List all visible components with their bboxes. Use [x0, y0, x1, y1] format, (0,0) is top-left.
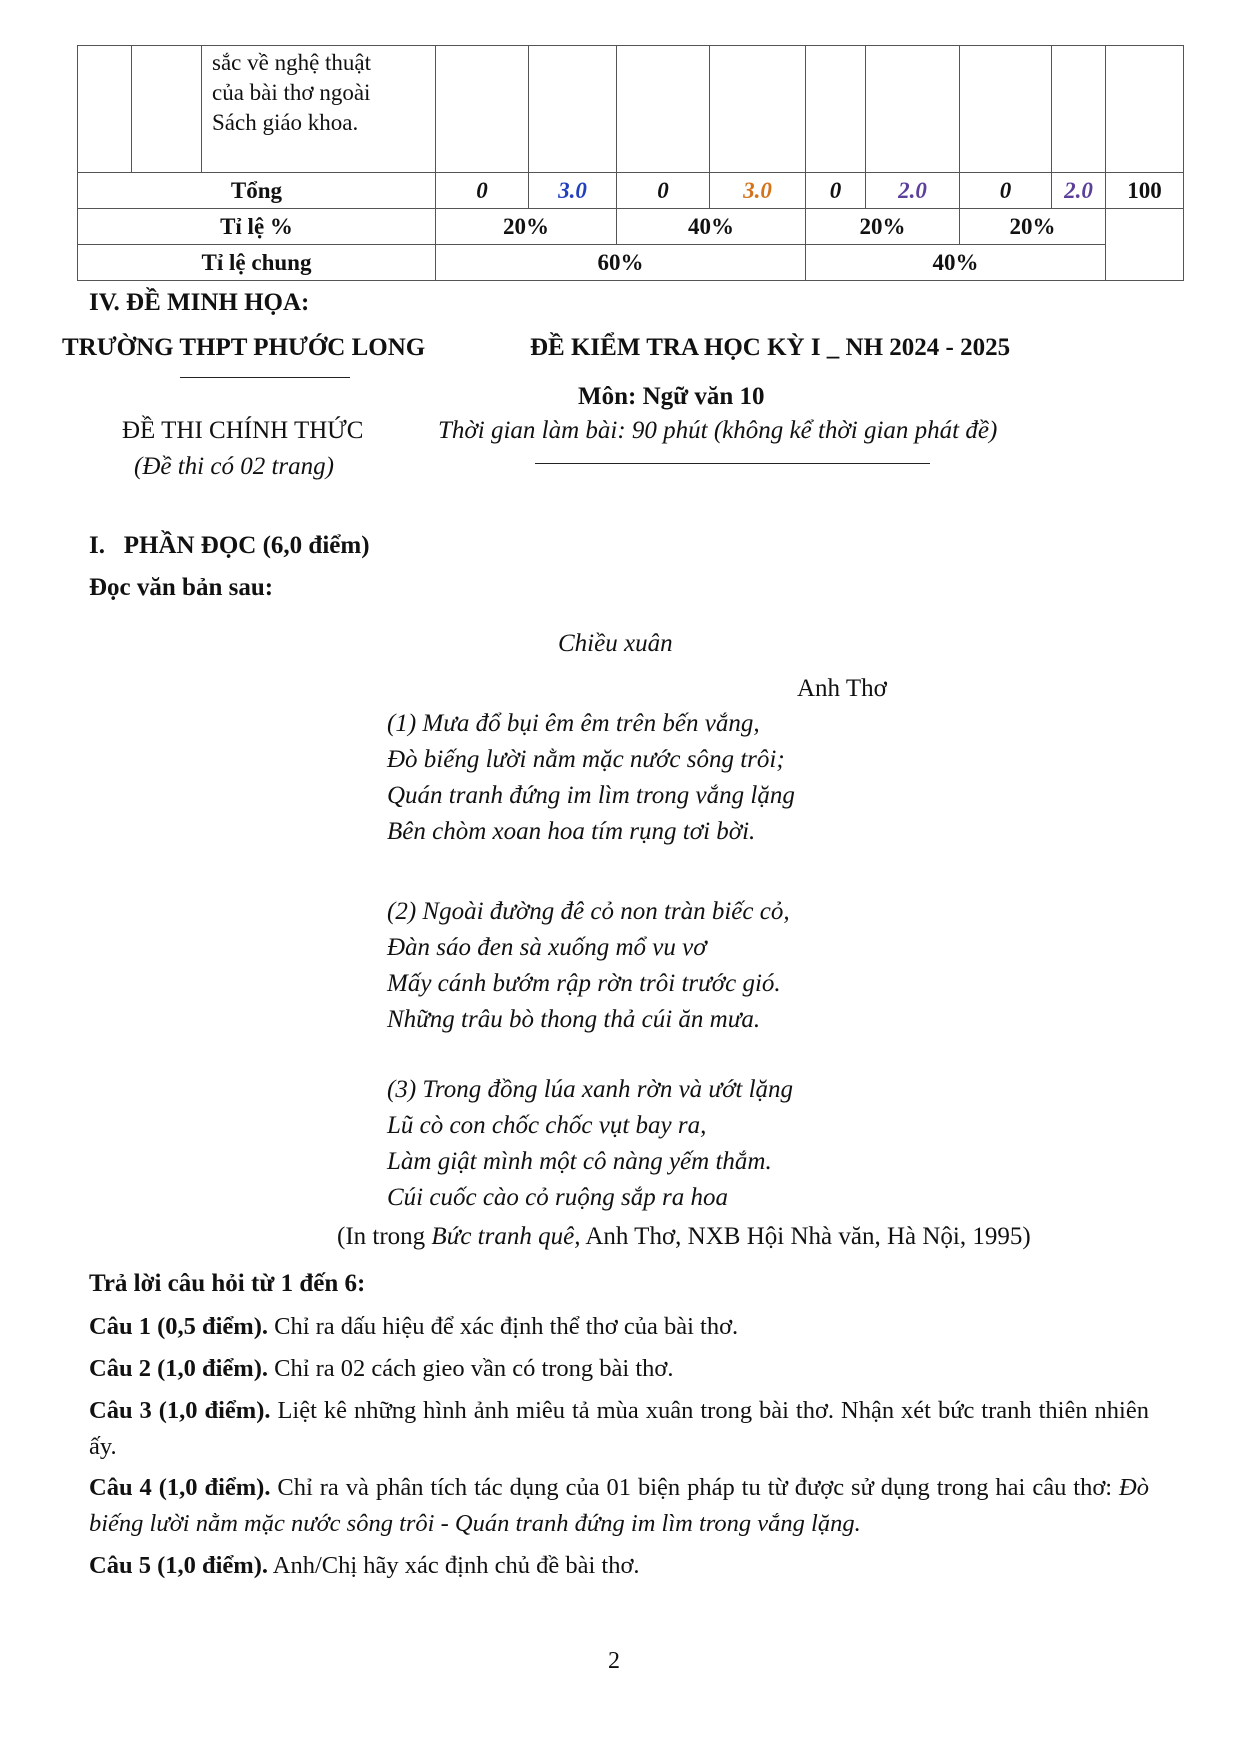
time-note: Thời gian làm bài: 90 phút (không kể thời gian phát đề) [438, 417, 998, 444]
school-name: TRƯỜNG THPT PHƯỚC LONG [62, 334, 426, 361]
source-book: Bức tranh quê, [431, 1223, 581, 1250]
sum-total: 100 [1106, 173, 1184, 209]
percent-value: 20% [436, 209, 617, 245]
sum-value: 0 [806, 173, 866, 209]
poem-line: (3) Trong đồng lúa xanh rờn và ướt lặng [387, 1076, 794, 1103]
subject: Môn: Ngữ văn 10 [578, 383, 765, 410]
poem-line: Quán tranh đứng im lìm trong vắng lặng [387, 782, 795, 809]
sum-value: 0 [617, 173, 710, 209]
table-row-overall [78, 245, 1184, 281]
overall-value: 40% [806, 245, 1106, 281]
question-quote: Đò biếng lười nằm mặc nước sông trôi - Quán tranh đứng im lìm trong vắng lặng. [89, 1474, 1149, 1537]
poem-line: (2) Ngoài đường đê cỏ non tràn biếc cỏ, [387, 898, 790, 925]
overall-value: 60% [436, 245, 806, 281]
pages-note: (Đề thi có 02 trang) [134, 453, 334, 480]
poem-stanza [387, 706, 795, 850]
poem-line: Đò biếng lười nằm mặc nước sông trôi; [387, 746, 785, 773]
question-item [89, 1351, 1149, 1387]
sum-value: 0 [436, 173, 529, 209]
cell-line: của bài thơ ngoài [212, 80, 371, 105]
score-matrix-table [77, 45, 1184, 281]
sum-value: 2.0 [1052, 173, 1106, 209]
page-number: 2 [608, 1648, 620, 1674]
section-heading: IV. ĐỀ MINH HỌA: [89, 289, 310, 316]
overall-label: Tỉ lệ chung [78, 245, 436, 281]
source-suffix: Anh Thơ, NXB Hội Nhà văn, Hà Nội, 1995) [580, 1223, 1031, 1250]
sum-label: Tổng [78, 173, 436, 209]
question-text: Chỉ ra dấu hiệu để xác định thể thơ của bài thơ. [267, 1313, 739, 1340]
question-text: Anh/Chị hãy xác định chủ đề bài thơ. [267, 1552, 640, 1579]
question-text: Liệt kê những hình ảnh miêu tả mùa xuân trong bài thơ. Nhận xét bức tranh thiên nhiên ấy. [89, 1397, 1149, 1460]
cell-line: Sách giáo khoa. [212, 110, 359, 135]
source-prefix: (In trong [337, 1223, 432, 1250]
table-row-percent [78, 209, 1184, 245]
percent-value: 40% [617, 209, 806, 245]
table-cell [132, 46, 202, 173]
poem-author: Anh Thơ [797, 675, 887, 702]
sum-value: 0 [960, 173, 1052, 209]
percent-value: 20% [960, 209, 1106, 245]
sum-value: 2.0 [866, 173, 960, 209]
poem-title: Chiều xuân [558, 630, 673, 657]
poem-line: Cúi cuốc cào cỏ ruộng sắp ra hoa [387, 1184, 728, 1211]
part-heading: I. PHẦN ĐỌC (6,0 điểm) [89, 532, 370, 559]
table-cell [202, 46, 436, 173]
poem-line: Lũ cò con chốc chốc vụt bay ra, [387, 1112, 707, 1139]
question-item [89, 1470, 1149, 1542]
poem-line: Làm giật mình một cô nàng yếm thắm. [387, 1148, 772, 1175]
sum-value: 3.0 [529, 173, 617, 209]
question-label: Câu 4 (1,0 điểm). [89, 1474, 271, 1501]
poem-line: Bên chòm xoan hoa tím rụng tơi bời. [387, 818, 756, 845]
cell-line: sắc về nghệ thuật [212, 50, 372, 75]
poem-line: (1) Mưa đổ bụi êm êm trên bến vắng, [387, 710, 760, 737]
question-text: Chỉ ra và phân tích tác dụng của 01 biện pháp tu từ được sử dụng trong hai câu thơ: [270, 1474, 1120, 1501]
poem-line: Mấy cánh bướm rập rờn trôi trước gió. [387, 970, 781, 997]
question-label: Câu 3 (1,0 điểm). [89, 1397, 271, 1424]
question-item [89, 1393, 1149, 1465]
question-item [89, 1309, 1149, 1345]
official-label: ĐỀ THI CHÍNH THỨC [122, 417, 364, 444]
sum-value: 3.0 [710, 173, 806, 209]
poem-stanza [387, 1072, 793, 1216]
table-row [78, 46, 1184, 173]
question-label: Câu 5 (1,0 điểm). [89, 1552, 268, 1579]
question-text: Chỉ ra 02 cách gieo vần có trong bài thơ. [267, 1355, 674, 1382]
poem-line: Những trâu bò thong thả cúi ăn mưa. [387, 1006, 761, 1033]
poem-stanza [387, 894, 790, 1038]
table-cell [78, 46, 132, 173]
question-label: Câu 2 (1,0 điểm). [89, 1355, 268, 1382]
question-item [89, 1548, 1149, 1584]
divider [180, 377, 350, 378]
divider [535, 463, 930, 464]
read-instruction: Đọc văn bản sau: [89, 574, 274, 601]
table-row-sum [78, 173, 1184, 209]
percent-label: Tỉ lệ % [78, 209, 436, 245]
poem-line: Đàn sáo đen sà xuống mổ vu vơ [387, 934, 707, 961]
exam-title: ĐỀ KIỂM TRA HỌC KỲ I _ NH 2024 - 2025 [530, 334, 1011, 361]
question-label: Câu 1 (0,5 điểm). [89, 1313, 268, 1340]
answer-instruction: Trả lời câu hỏi từ 1 đến 6: [89, 1270, 366, 1297]
poem-source [337, 1223, 1031, 1251]
percent-value: 20% [806, 209, 960, 245]
table-cell [1106, 209, 1184, 281]
